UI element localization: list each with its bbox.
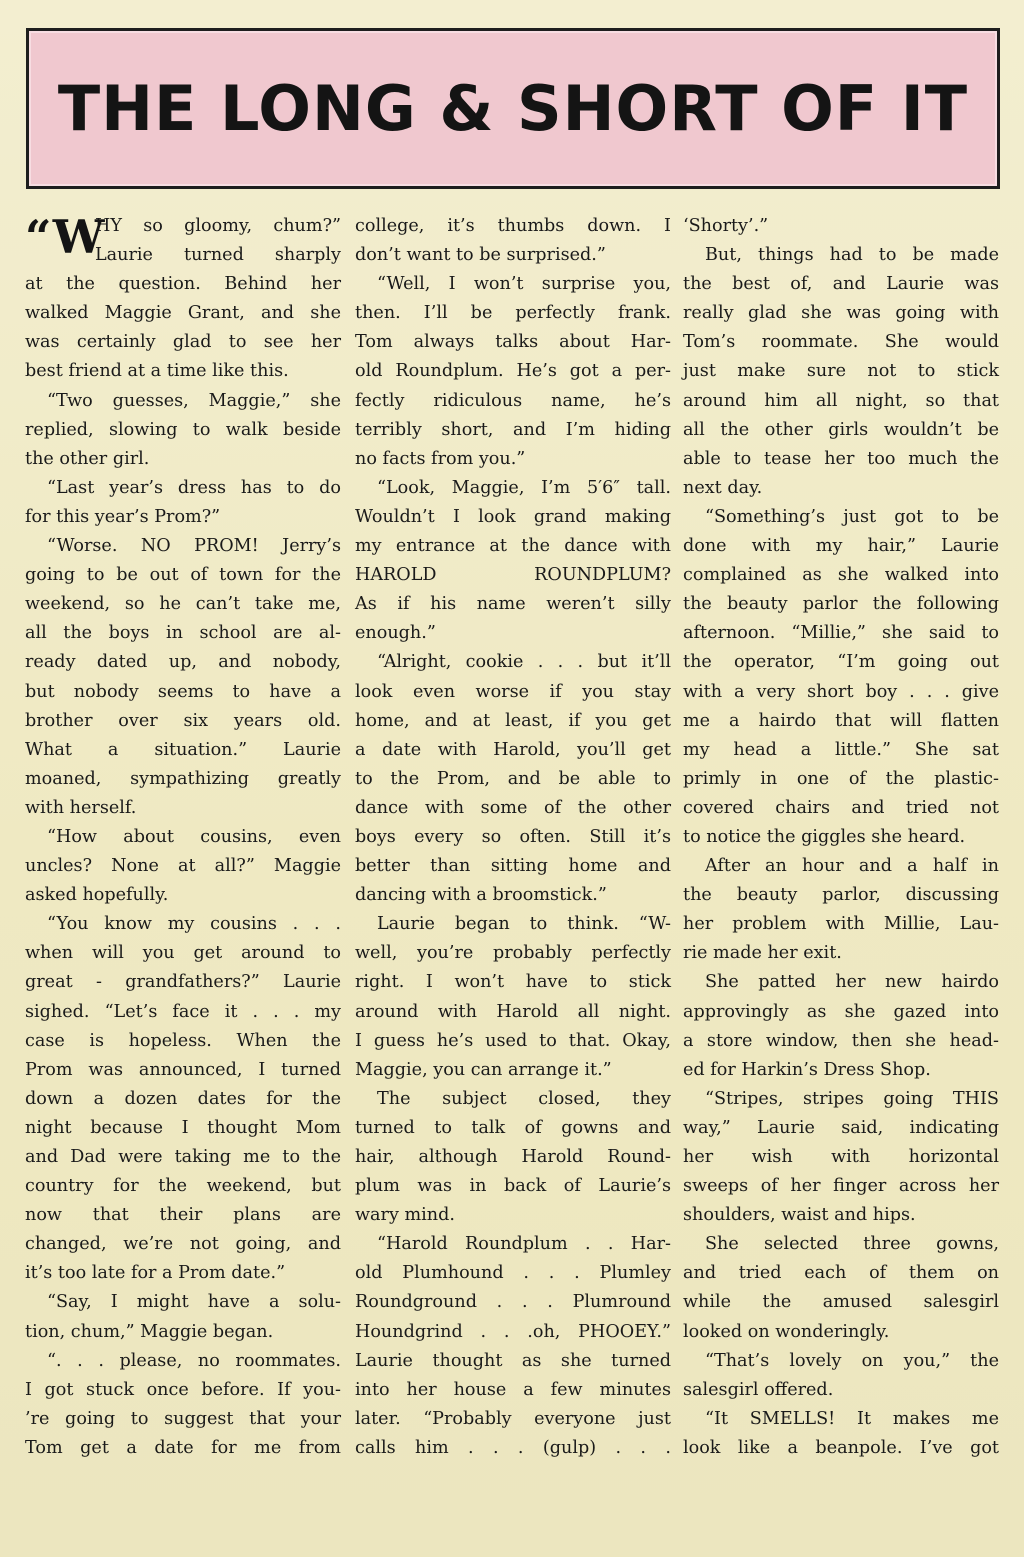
text-line: covered chairs and tried not [683, 797, 999, 818]
text-line: salesgirl offered. [683, 1379, 834, 1400]
text-line: I guess he’s used to that. Okay, [355, 1030, 671, 1051]
text-line: to the Prom, and be able to [355, 768, 671, 789]
text-line: way,” Laurie said, indicating [683, 1117, 999, 1138]
text-line: my entrance at the dance with [355, 536, 671, 557]
story-title: THE LONG & SHORT OF IT [57, 72, 969, 145]
text-line: “It SMELLS! It makes me [705, 1408, 999, 1429]
text-line: all the other girls wouldn’t be [683, 419, 999, 440]
text-line: at the question. Behind her [25, 274, 341, 295]
text-line: going to be out of town for the [25, 565, 341, 586]
text-line: the operator, “I’m going out [683, 652, 999, 673]
text-line: ’re going to suggest that your [25, 1408, 341, 1429]
text-line: done with my hair,” Laurie [683, 536, 999, 557]
text-line: ed for Harkin’s Dress Shop. [683, 1059, 931, 1080]
text-line: but nobody seems to have a [25, 681, 341, 702]
text-line: brother over six years old. [25, 710, 341, 731]
text-line: Maggie, you can arrange it.” [355, 1059, 612, 1080]
text-line: ‘Shorty’.” [683, 216, 769, 236]
text-line: while the amused salesgirl [683, 1292, 999, 1313]
text-line: “Worse. NO PROM! Jerry’s [47, 536, 341, 557]
text-line: “You know my cousins . . . [47, 914, 341, 935]
text-line: country for the weekend, but [25, 1176, 341, 1197]
text-line: “Well, I won’t surprise you, [377, 274, 671, 295]
text-line: boys every so often. Still it’s [355, 826, 671, 847]
text-column-2 [355, 212, 671, 1463]
text-line: Prom was announced, I turned [25, 1059, 341, 1080]
text-line: old Roundplum. He’s got a per- [355, 361, 671, 382]
text-line: home, and at least, if you get [355, 710, 671, 731]
text-line: with a very short boy . . . give [683, 681, 999, 702]
text-line: tion, chum,” Maggie began. [25, 1321, 274, 1342]
text-line: As if his name weren’t silly [355, 594, 671, 615]
text-line: me a hairdo that will flatten [683, 710, 999, 731]
text-line: “Last year’s dress has to do [47, 477, 341, 498]
text-line: the beauty parlor the following [683, 594, 999, 615]
text-line: ready dated up, and nobody, [25, 652, 341, 673]
text-line: plum was in back of Laurie’s [355, 1176, 671, 1197]
text-line: Roundground . . . Plumround [355, 1292, 671, 1313]
text-line: then. I’ll be perfectly frank. [355, 303, 671, 324]
text-line: down a dozen dates for the [25, 1088, 341, 1109]
text-line: a store window, then she head- [683, 1030, 999, 1051]
text-line: terribly short, and I’m hiding [355, 419, 671, 440]
text-line: really glad she was going with [683, 303, 999, 324]
text-line: when will you get around to [25, 943, 341, 964]
text-line: the beauty parlor, discussing [683, 885, 999, 906]
text-line: But, things had to be made [705, 245, 999, 266]
story-columns [22, 212, 1002, 1472]
text-line: just make sure not to stick [683, 361, 999, 382]
text-line: Wouldn’t I look grand making [355, 506, 671, 527]
text-line: look like a beanpole. I’ve got [683, 1437, 999, 1458]
text-line: “. . . please, no roommates. [47, 1350, 341, 1371]
text-line: and Dad were taking me to the [25, 1147, 341, 1167]
text-line: replied, slowing to walk beside [25, 419, 341, 440]
text-line: approvingly as she gazed into [683, 1001, 999, 1022]
text-line: complained as she walked into [683, 565, 999, 586]
text-line: moaned, sympathizing greatly [25, 768, 341, 789]
text-line: night because I thought Mom [25, 1117, 341, 1138]
text-line: her problem with Millie, Lau- [683, 914, 999, 935]
text-line: HY so gloomy, chum?” [95, 216, 341, 236]
text-line: dancing with a broomstick.” [355, 885, 607, 906]
text-line: the other girl. [25, 448, 150, 469]
text-line: able to tease her too much the [683, 448, 999, 469]
text-line: wary mind. [355, 1205, 455, 1226]
text-line: college, it’s thumbs down. I [355, 216, 671, 236]
text-line: “Harold Roundplum . . Har- [377, 1234, 671, 1255]
text-line: no facts from you.” [355, 448, 526, 469]
text-line: shoulders, waist and hips. [683, 1205, 916, 1226]
text-line: into her house a few minutes [355, 1379, 671, 1400]
text-line: “Say, I might have a solu- [47, 1292, 341, 1313]
text-line: Tom always talks about Har- [355, 332, 671, 353]
text-line: Tom’s roommate. She would [683, 332, 999, 353]
text-line: “Stripes, stripes going THIS [705, 1088, 999, 1109]
text-line: uncles? None at all?” Maggie [25, 856, 341, 877]
text-line: around him all night, so that [683, 390, 999, 411]
text-line: Tom get a date for me from [25, 1437, 341, 1458]
text-column-3 [683, 212, 999, 1463]
text-line: her wish with horizontal [683, 1147, 999, 1167]
text-line: best friend at a time like this. [25, 361, 289, 382]
text-line: changed, we’re not going, and [25, 1234, 341, 1255]
text-line: sweeps of her finger across her [683, 1176, 999, 1197]
text-line: walked Maggie Grant, and she [25, 303, 341, 324]
text-line: “Alright, cookie . . . but it’ll [377, 652, 671, 673]
text-line: turned to talk of gowns and [355, 1117, 671, 1138]
text-line: next day. [683, 477, 763, 498]
text-line: great - grandfathers?” Laurie [25, 972, 341, 993]
text-line: was certainly glad to see her [25, 332, 341, 353]
text-line: Laurie turned sharply [95, 245, 341, 266]
drop-cap: “W [25, 210, 105, 264]
text-line: for this year’s Prom?” [25, 506, 221, 527]
text-line: The subject closed, they [377, 1088, 671, 1109]
text-line: Laurie thought as she turned [355, 1350, 671, 1371]
text-line: hair, although Harold Round- [355, 1147, 671, 1167]
text-line: dance with some of the other [355, 797, 671, 818]
text-line: After an hour and a half in [705, 856, 999, 877]
text-line: She selected three gowns, [705, 1234, 999, 1255]
text-line: sighed. “Let’s face it . . . my [25, 1001, 341, 1022]
text-line: the best of, and Laurie was [683, 274, 999, 295]
text-line: later. “Probably everyone just [355, 1408, 671, 1429]
text-line: weekend, so he can’t take me, [25, 594, 341, 615]
text-line: right. I won’t have to stick [355, 972, 671, 993]
text-line: What a situation.” Laurie [25, 739, 341, 760]
text-column-1 [25, 212, 341, 1463]
text-line: calls him . . . (gulp) . . . [355, 1437, 671, 1458]
text-line: “How about cousins, even [47, 826, 341, 847]
text-line: She patted her new hairdo [705, 972, 999, 993]
text-line: look even worse if you stay [355, 681, 671, 702]
text-line: afternoon. “Millie,” she said to [683, 623, 999, 644]
text-line: my head a little.” She sat [683, 739, 999, 760]
text-line: now that their plans are [25, 1205, 341, 1226]
text-line: HAROLD ROUNDPLUM? [355, 565, 671, 586]
text-line: rie made her exit. [683, 943, 842, 964]
text-line: around with Harold all night. [355, 1001, 671, 1022]
text-line: Laurie began to think. “W- [377, 914, 671, 935]
text-line: primly in one of the plastic- [683, 768, 999, 789]
text-line: “Two guesses, Maggie,” she [47, 390, 341, 411]
text-line: with herself. [25, 797, 137, 818]
text-line: asked hopefully. [25, 885, 169, 906]
title-banner [26, 28, 1000, 189]
text-line: better than sitting home and [355, 856, 671, 877]
text-line: enough.” [355, 623, 436, 644]
text-line: fectly ridiculous name, he’s [355, 390, 671, 411]
text-line: don’t want to be surprised.” [355, 245, 606, 266]
text-line: Houndgrind . . .oh, PHOOEY.” [355, 1321, 671, 1342]
text-line: a date with Harold, you’ll get [355, 739, 671, 760]
text-line: it’s too late for a Prom date.” [25, 1263, 286, 1284]
text-line: I got stuck once before. If you- [25, 1379, 341, 1400]
text-line: “That’s lovely on you,” the [705, 1350, 999, 1371]
text-line: well, you’re probably perfectly [355, 943, 671, 964]
text-line: all the boys in school are al- [25, 623, 341, 644]
text-line: and tried each of them on [683, 1263, 999, 1284]
text-line: looked on wonderingly. [683, 1321, 890, 1342]
text-line: case is hopeless. When the [25, 1030, 341, 1051]
text-line: to notice the giggles she heard. [683, 826, 966, 847]
text-line: “Look, Maggie, I’m 5′6″ tall. [377, 477, 671, 498]
text-line: old Plumhound . . . Plumley [355, 1263, 671, 1284]
text-line: “Something’s just got to be [705, 506, 999, 527]
